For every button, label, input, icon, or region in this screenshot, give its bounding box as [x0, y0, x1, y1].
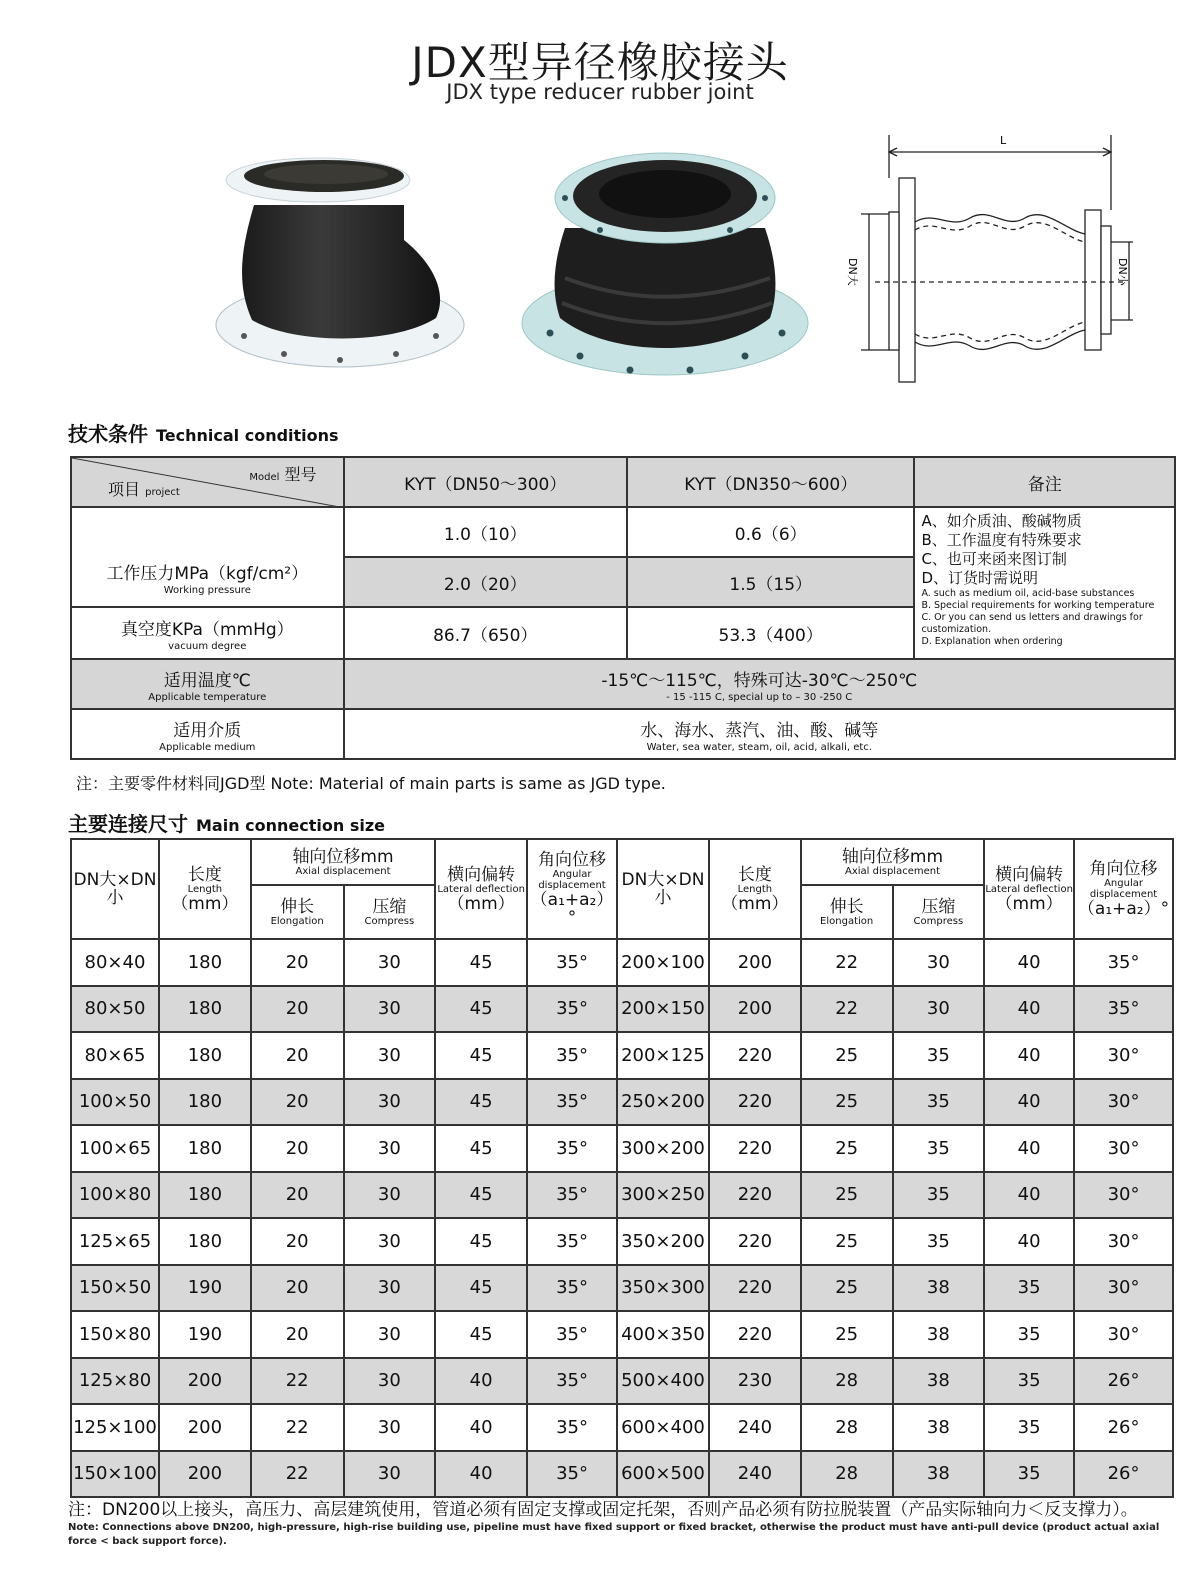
- medium-label-cell: [71, 709, 344, 759]
- main-section-title: [68, 808, 385, 837]
- table-cell: 150×50: [71, 1265, 159, 1312]
- table-cell: 35°: [527, 1172, 617, 1219]
- table-cell: 200: [709, 986, 801, 1033]
- table-cell: 350×200: [617, 1218, 709, 1265]
- th-dn-right: DN大×DN小: [617, 839, 709, 939]
- table-cell: 200: [159, 1451, 251, 1498]
- pressure-label-en: Working pressure: [163, 585, 251, 596]
- connection-size-table: [70, 838, 1174, 1498]
- table-row: [71, 1265, 1173, 1312]
- remark-en-a: A. such as medium oil, acid-base substances: [921, 588, 1135, 599]
- th-length-en: Length: [187, 883, 223, 895]
- table-cell: 25: [801, 1032, 893, 1079]
- th-axial-en: Axial displacement: [295, 865, 391, 877]
- th-compress-en-r: Compress: [913, 915, 964, 927]
- th-elong-en-r: Elongation: [820, 915, 874, 927]
- table-cell: 35°: [527, 1265, 617, 1312]
- medium-label-en: Applicable medium: [159, 741, 256, 753]
- table-cell: 240: [709, 1451, 801, 1498]
- table-cell: 220: [709, 1265, 801, 1312]
- table-cell: 40: [984, 1032, 1074, 1079]
- table-cell: 35°: [527, 1032, 617, 1079]
- th-elong-right: [801, 885, 893, 939]
- medium-value-en: Water, sea water, steam, oil, acid, alkali, etc.: [646, 741, 872, 753]
- th-lateral-left: [435, 839, 527, 939]
- table-cell: 35: [893, 1032, 985, 1079]
- table-cell: 20: [251, 1172, 344, 1219]
- th-elong-left: [251, 885, 344, 939]
- table-cell: 35°: [527, 1451, 617, 1498]
- table-cell: 45: [435, 1265, 527, 1312]
- remark-zh-a: A、如介质油、酸碱物质: [921, 512, 1082, 530]
- table-cell: 500×400: [617, 1358, 709, 1405]
- table-cell: 25: [801, 1125, 893, 1172]
- th-length-unit-r: （mm）: [721, 893, 789, 914]
- vacuum-label-zh: 真空度KPa（mmHg）: [120, 619, 294, 640]
- table-row: [71, 1079, 1173, 1126]
- label-l: L: [1000, 134, 1007, 147]
- table-cell: 26°: [1074, 1451, 1173, 1498]
- th-lateral-zh: 横向偏转: [447, 864, 516, 885]
- table-cell: 28: [801, 1451, 893, 1498]
- table-cell: 230: [709, 1358, 801, 1405]
- table-cell: 125×80: [71, 1358, 159, 1405]
- table-cell: 35: [893, 1172, 985, 1219]
- th-angular-right: [1074, 839, 1173, 939]
- main-section-title-en: Main connection size: [196, 816, 386, 835]
- table-cell: 35: [984, 1265, 1074, 1312]
- table-row: [71, 1358, 1173, 1405]
- table-cell: 40: [984, 1079, 1074, 1126]
- table-cell: 220: [709, 1172, 801, 1219]
- table-cell: 40: [984, 939, 1074, 986]
- pressure-label-zh: 工作压力MPa（kgf/cm²）: [106, 564, 309, 584]
- table-cell: 30: [344, 1032, 436, 1079]
- table-cell: 220: [709, 1079, 801, 1126]
- table-cell: 35°: [1074, 986, 1173, 1033]
- medium-label-zh: 适用介质: [173, 720, 242, 741]
- th-axial-right: [801, 839, 984, 885]
- table-cell: 25: [801, 1218, 893, 1265]
- th-compress-right: [893, 885, 985, 939]
- table-cell: 30: [893, 986, 985, 1033]
- remark-en-c: C. Or you can send us letters and drawings for customization.: [921, 612, 1143, 635]
- table-cell: 22: [251, 1404, 344, 1451]
- table-cell: 45: [435, 1125, 527, 1172]
- th-lateral-unit-r: （mm）: [995, 893, 1063, 914]
- remark-en-b: B. Special requirements for working temperature: [921, 600, 1155, 611]
- corner-project-zh: 项目: [108, 480, 141, 499]
- table-cell: 150×100: [71, 1451, 159, 1498]
- table-cell: 180: [159, 1218, 251, 1265]
- th-axial-zh-r: 轴向位移mm: [841, 846, 944, 867]
- pressure-label-cell: [71, 507, 344, 607]
- table-cell: 35: [984, 1451, 1074, 1498]
- table-cell: 80×50: [71, 986, 159, 1033]
- th-lateral-zh-r: 横向偏转: [995, 864, 1064, 885]
- table-cell: 80×40: [71, 939, 159, 986]
- corner-header-cell: [71, 457, 344, 507]
- table-cell: 40: [984, 1218, 1074, 1265]
- table-cell: 30°: [1074, 1125, 1173, 1172]
- table-cell: 35°: [527, 939, 617, 986]
- th-angular-unit-r: （a₁+a₂）°: [1077, 899, 1170, 919]
- th-lateral-unit: （mm）: [447, 893, 515, 914]
- table-cell: 600×400: [617, 1404, 709, 1451]
- table-cell: 38: [893, 1311, 985, 1358]
- th-compress-zh: 压缩: [372, 896, 407, 917]
- technical-conditions-table: [70, 456, 1176, 760]
- table-cell: 20: [251, 1218, 344, 1265]
- table-cell: 30: [344, 1404, 436, 1451]
- table-cell: 35°: [527, 986, 617, 1033]
- table-cell: 25: [801, 1079, 893, 1126]
- table-cell: 30: [893, 939, 985, 986]
- table-cell: 30°: [1074, 1311, 1173, 1358]
- table-row: [71, 1125, 1173, 1172]
- pressure-a-2: 2.0（20）: [344, 557, 627, 607]
- th-elong-en: Elongation: [270, 915, 324, 927]
- table-cell: 40: [984, 1125, 1074, 1172]
- table-row: [71, 1311, 1173, 1358]
- medium-value-zh: 水、海水、蒸汽、油、酸、碱等: [640, 720, 879, 741]
- pressure-a-1: 1.0（10）: [344, 507, 627, 557]
- table-cell: 22: [251, 1451, 344, 1498]
- table-cell: 38: [893, 1404, 985, 1451]
- remark-zh-b: B、工作温度有特殊要求: [921, 531, 1082, 549]
- table-cell: 35: [893, 1079, 985, 1126]
- table-cell: 30: [344, 1079, 436, 1126]
- table-cell: 26°: [1074, 1404, 1173, 1451]
- table-cell: 30°: [1074, 1079, 1173, 1126]
- table-cell: 180: [159, 1079, 251, 1126]
- table-cell: 30: [344, 986, 436, 1033]
- table-cell: 35: [984, 1404, 1074, 1451]
- corner-model-en: Model: [249, 472, 280, 483]
- th-angular-en-r: Angular displacement: [1089, 878, 1158, 900]
- remark-zh-c: C、也可来函来图订制: [921, 550, 1067, 568]
- table-cell: 125×100: [71, 1404, 159, 1451]
- label-dn-small: DN小: [1116, 258, 1129, 286]
- table-row: [71, 939, 1173, 986]
- material-note: 注：主要零件材料同JGD型 Note: Material of main parts is same as JGD type.: [76, 774, 666, 793]
- page-title: JDX型异径橡胶接头: [411, 38, 789, 87]
- vacuum-label-cell: [71, 607, 344, 659]
- table-cell: 38: [893, 1358, 985, 1405]
- vacuum-a: 86.7（650）: [344, 607, 627, 659]
- th-angular-unit: （a₁+a₂）°: [530, 890, 614, 928]
- table-cell: 30: [344, 1125, 436, 1172]
- table-cell: 300×200: [617, 1125, 709, 1172]
- vacuum-b: 53.3（400）: [627, 607, 914, 659]
- table-cell: 600×500: [617, 1451, 709, 1498]
- temp-label-cell: [71, 659, 344, 709]
- th-lateral-right: [984, 839, 1074, 939]
- th-lateral-en: Lateral deflection: [437, 883, 525, 895]
- table-cell: 40: [435, 1404, 527, 1451]
- th-length-en-r: Length: [737, 883, 773, 895]
- table-cell: 80×65: [71, 1032, 159, 1079]
- table-cell: 30: [344, 939, 436, 986]
- table-cell: 220: [709, 1218, 801, 1265]
- table-cell: 30°: [1074, 1265, 1173, 1312]
- table-cell: 20: [251, 1265, 344, 1312]
- table-cell: 38: [893, 1265, 985, 1312]
- table-cell: 45: [435, 1032, 527, 1079]
- concentric-rubber-joint-image: [520, 138, 810, 378]
- eccentric-rubber-joint-image: [214, 150, 466, 370]
- table-cell: 20: [251, 1125, 344, 1172]
- table-cell: 220: [709, 1125, 801, 1172]
- table-cell: 30: [344, 1172, 436, 1219]
- col-header-remarks: 备注: [914, 457, 1175, 507]
- th-length-zh-r: 长度: [737, 864, 772, 885]
- th-length-unit: （mm）: [171, 893, 239, 914]
- temp-label-zh: 适用温度℃: [163, 670, 251, 691]
- th-angular-en: Angular displacement: [538, 869, 606, 891]
- table-cell: 30: [344, 1451, 436, 1498]
- table-cell: 45: [435, 1172, 527, 1219]
- table-cell: 35: [984, 1311, 1074, 1358]
- table-cell: 190: [159, 1311, 251, 1358]
- table-row: [71, 1404, 1173, 1451]
- table-cell: 45: [435, 986, 527, 1033]
- table-cell: 180: [159, 1125, 251, 1172]
- table-cell: 200×150: [617, 986, 709, 1033]
- th-axial-left: [251, 839, 435, 885]
- pressure-b-1: 0.6（6）: [627, 507, 914, 557]
- remarks-cell: [914, 507, 1175, 659]
- table-cell: 22: [801, 939, 893, 986]
- table-cell: 35°: [1074, 939, 1173, 986]
- tech-section-title-en: Technical conditions: [156, 426, 339, 445]
- temp-label-en: Applicable temperature: [148, 691, 267, 703]
- table-cell: 30: [344, 1311, 436, 1358]
- table-cell: 20: [251, 1311, 344, 1358]
- table-cell: 40: [984, 986, 1074, 1033]
- table-cell: 125×65: [71, 1218, 159, 1265]
- table-cell: 22: [801, 986, 893, 1033]
- pressure-b-2: 1.5（15）: [627, 557, 914, 607]
- table-cell: 150×80: [71, 1311, 159, 1358]
- table-cell: 350×300: [617, 1265, 709, 1312]
- table-cell: 100×65: [71, 1125, 159, 1172]
- temp-value-en: - 15 -115 C, special up to – 30 -250 C: [666, 691, 853, 703]
- support-note-en: Note: Connections above DN200, high-pressure, high-rise building use, pipeline must have fixed support or fixed bracket, otherwise the product must have anti-pull device (product actual axial force < back support force).: [68, 1522, 1160, 1547]
- temp-value-zh: -15℃～115℃，特殊可达-30℃～250℃: [601, 670, 918, 691]
- table-cell: 250×200: [617, 1079, 709, 1126]
- table-cell: 200: [159, 1358, 251, 1405]
- table-cell: 25: [801, 1311, 893, 1358]
- table-cell: 180: [159, 939, 251, 986]
- temp-value-cell: [344, 659, 1175, 709]
- table-row: [71, 1172, 1173, 1219]
- table-cell: 45: [435, 1311, 527, 1358]
- table-cell: 300×250: [617, 1172, 709, 1219]
- th-length-right: [709, 839, 801, 939]
- th-axial-en-r: Axial displacement: [844, 865, 940, 877]
- table-cell: 28: [801, 1358, 893, 1405]
- th-elong-zh: 伸长: [280, 896, 315, 917]
- th-compress-zh-r: 压缩: [921, 896, 956, 917]
- th-angular-zh-r: 角向位移: [1089, 859, 1158, 879]
- table-cell: 22: [251, 1358, 344, 1405]
- table-cell: 200: [709, 939, 801, 986]
- th-elong-zh-r: 伸长: [829, 896, 864, 917]
- table-cell: 35°: [527, 1218, 617, 1265]
- table-cell: 35°: [527, 1311, 617, 1358]
- table-cell: 35: [984, 1358, 1074, 1405]
- tech-section-title-zh: 技术条件: [68, 422, 148, 446]
- table-cell: 38: [893, 1451, 985, 1498]
- table-cell: 35°: [527, 1358, 617, 1405]
- corner-model-zh: 型号: [284, 465, 317, 484]
- table-cell: 100×80: [71, 1172, 159, 1219]
- table-cell: 400×350: [617, 1311, 709, 1358]
- table-cell: 20: [251, 939, 344, 986]
- table-row: [71, 986, 1173, 1033]
- table-cell: 40: [435, 1358, 527, 1405]
- table-cell: 200×125: [617, 1032, 709, 1079]
- table-cell: 45: [435, 1079, 527, 1126]
- table-cell: 20: [251, 1032, 344, 1079]
- th-dn-left: DN大×DN小: [71, 839, 159, 939]
- table-cell: 30°: [1074, 1218, 1173, 1265]
- vacuum-label-en: vacuum degree: [168, 640, 247, 652]
- table-cell: 220: [709, 1032, 801, 1079]
- th-axial-zh: 轴向位移mm: [292, 846, 394, 867]
- table-cell: 30: [344, 1358, 436, 1405]
- col-header-dn350-600: KYT（DN350～600）: [627, 457, 914, 507]
- table-cell: 26°: [1074, 1358, 1173, 1405]
- table-cell: 45: [435, 1218, 527, 1265]
- table-cell: 30°: [1074, 1032, 1173, 1079]
- table-cell: 30: [344, 1218, 436, 1265]
- th-angular-zh: 角向位移: [538, 850, 607, 870]
- remark-zh-d: D、订货时需说明: [921, 569, 1038, 587]
- th-lateral-en-r: Lateral deflection: [985, 883, 1073, 895]
- table-cell: 100×50: [71, 1079, 159, 1126]
- table-cell: 40: [984, 1172, 1074, 1219]
- table-cell: 35°: [527, 1404, 617, 1451]
- table-cell: 200: [159, 1404, 251, 1451]
- page-subtitle: JDX type reducer rubber joint: [446, 80, 754, 104]
- col-header-dn50-300: KYT（DN50～300）: [344, 457, 627, 507]
- table-cell: 40: [435, 1451, 527, 1498]
- table-cell: 180: [159, 986, 251, 1033]
- th-compress-en: Compress: [364, 915, 415, 927]
- table-cell: 35: [893, 1218, 985, 1265]
- table-cell: 35°: [527, 1125, 617, 1172]
- table-cell: 20: [251, 986, 344, 1033]
- table-cell: 30: [344, 1265, 436, 1312]
- table-cell: 30°: [1074, 1172, 1173, 1219]
- label-dn-big: DN大: [846, 258, 859, 286]
- table-row: [71, 1218, 1173, 1265]
- th-compress-left: [344, 885, 436, 939]
- th-length-left: [159, 839, 251, 939]
- table-cell: 200×100: [617, 939, 709, 986]
- table-cell: 220: [709, 1311, 801, 1358]
- table-row: [71, 1032, 1173, 1079]
- table-cell: 25: [801, 1265, 893, 1312]
- table-cell: 35°: [527, 1079, 617, 1126]
- table-cell: 180: [159, 1172, 251, 1219]
- th-angular-left: [527, 839, 617, 939]
- main-section-title-zh: 主要连接尺寸: [68, 812, 188, 836]
- table-cell: 28: [801, 1404, 893, 1451]
- medium-value-cell: [344, 709, 1175, 759]
- dimension-diagram: [835, 130, 1135, 390]
- table-row: [71, 1451, 1173, 1498]
- table-cell: 180: [159, 1032, 251, 1079]
- support-note-zh: 注：DN200以上接头，高压力、高层建筑使用，管道必须有固定支撑或固定托架，否则产品必须有防拉脱装置（产品实际轴向力＜反支撑力）。: [68, 1500, 1138, 1520]
- table-cell: 45: [435, 939, 527, 986]
- table-cell: 20: [251, 1079, 344, 1126]
- table-cell: 190: [159, 1265, 251, 1312]
- connection-size-body: [71, 939, 1173, 1497]
- th-length-zh: 长度: [187, 864, 222, 885]
- table-cell: 240: [709, 1404, 801, 1451]
- corner-project-en: project: [145, 487, 180, 498]
- table-cell: 25: [801, 1172, 893, 1219]
- remark-en-d: D. Explanation when ordering: [921, 636, 1063, 647]
- tech-section-title: [68, 418, 339, 447]
- table-cell: 35: [893, 1125, 985, 1172]
